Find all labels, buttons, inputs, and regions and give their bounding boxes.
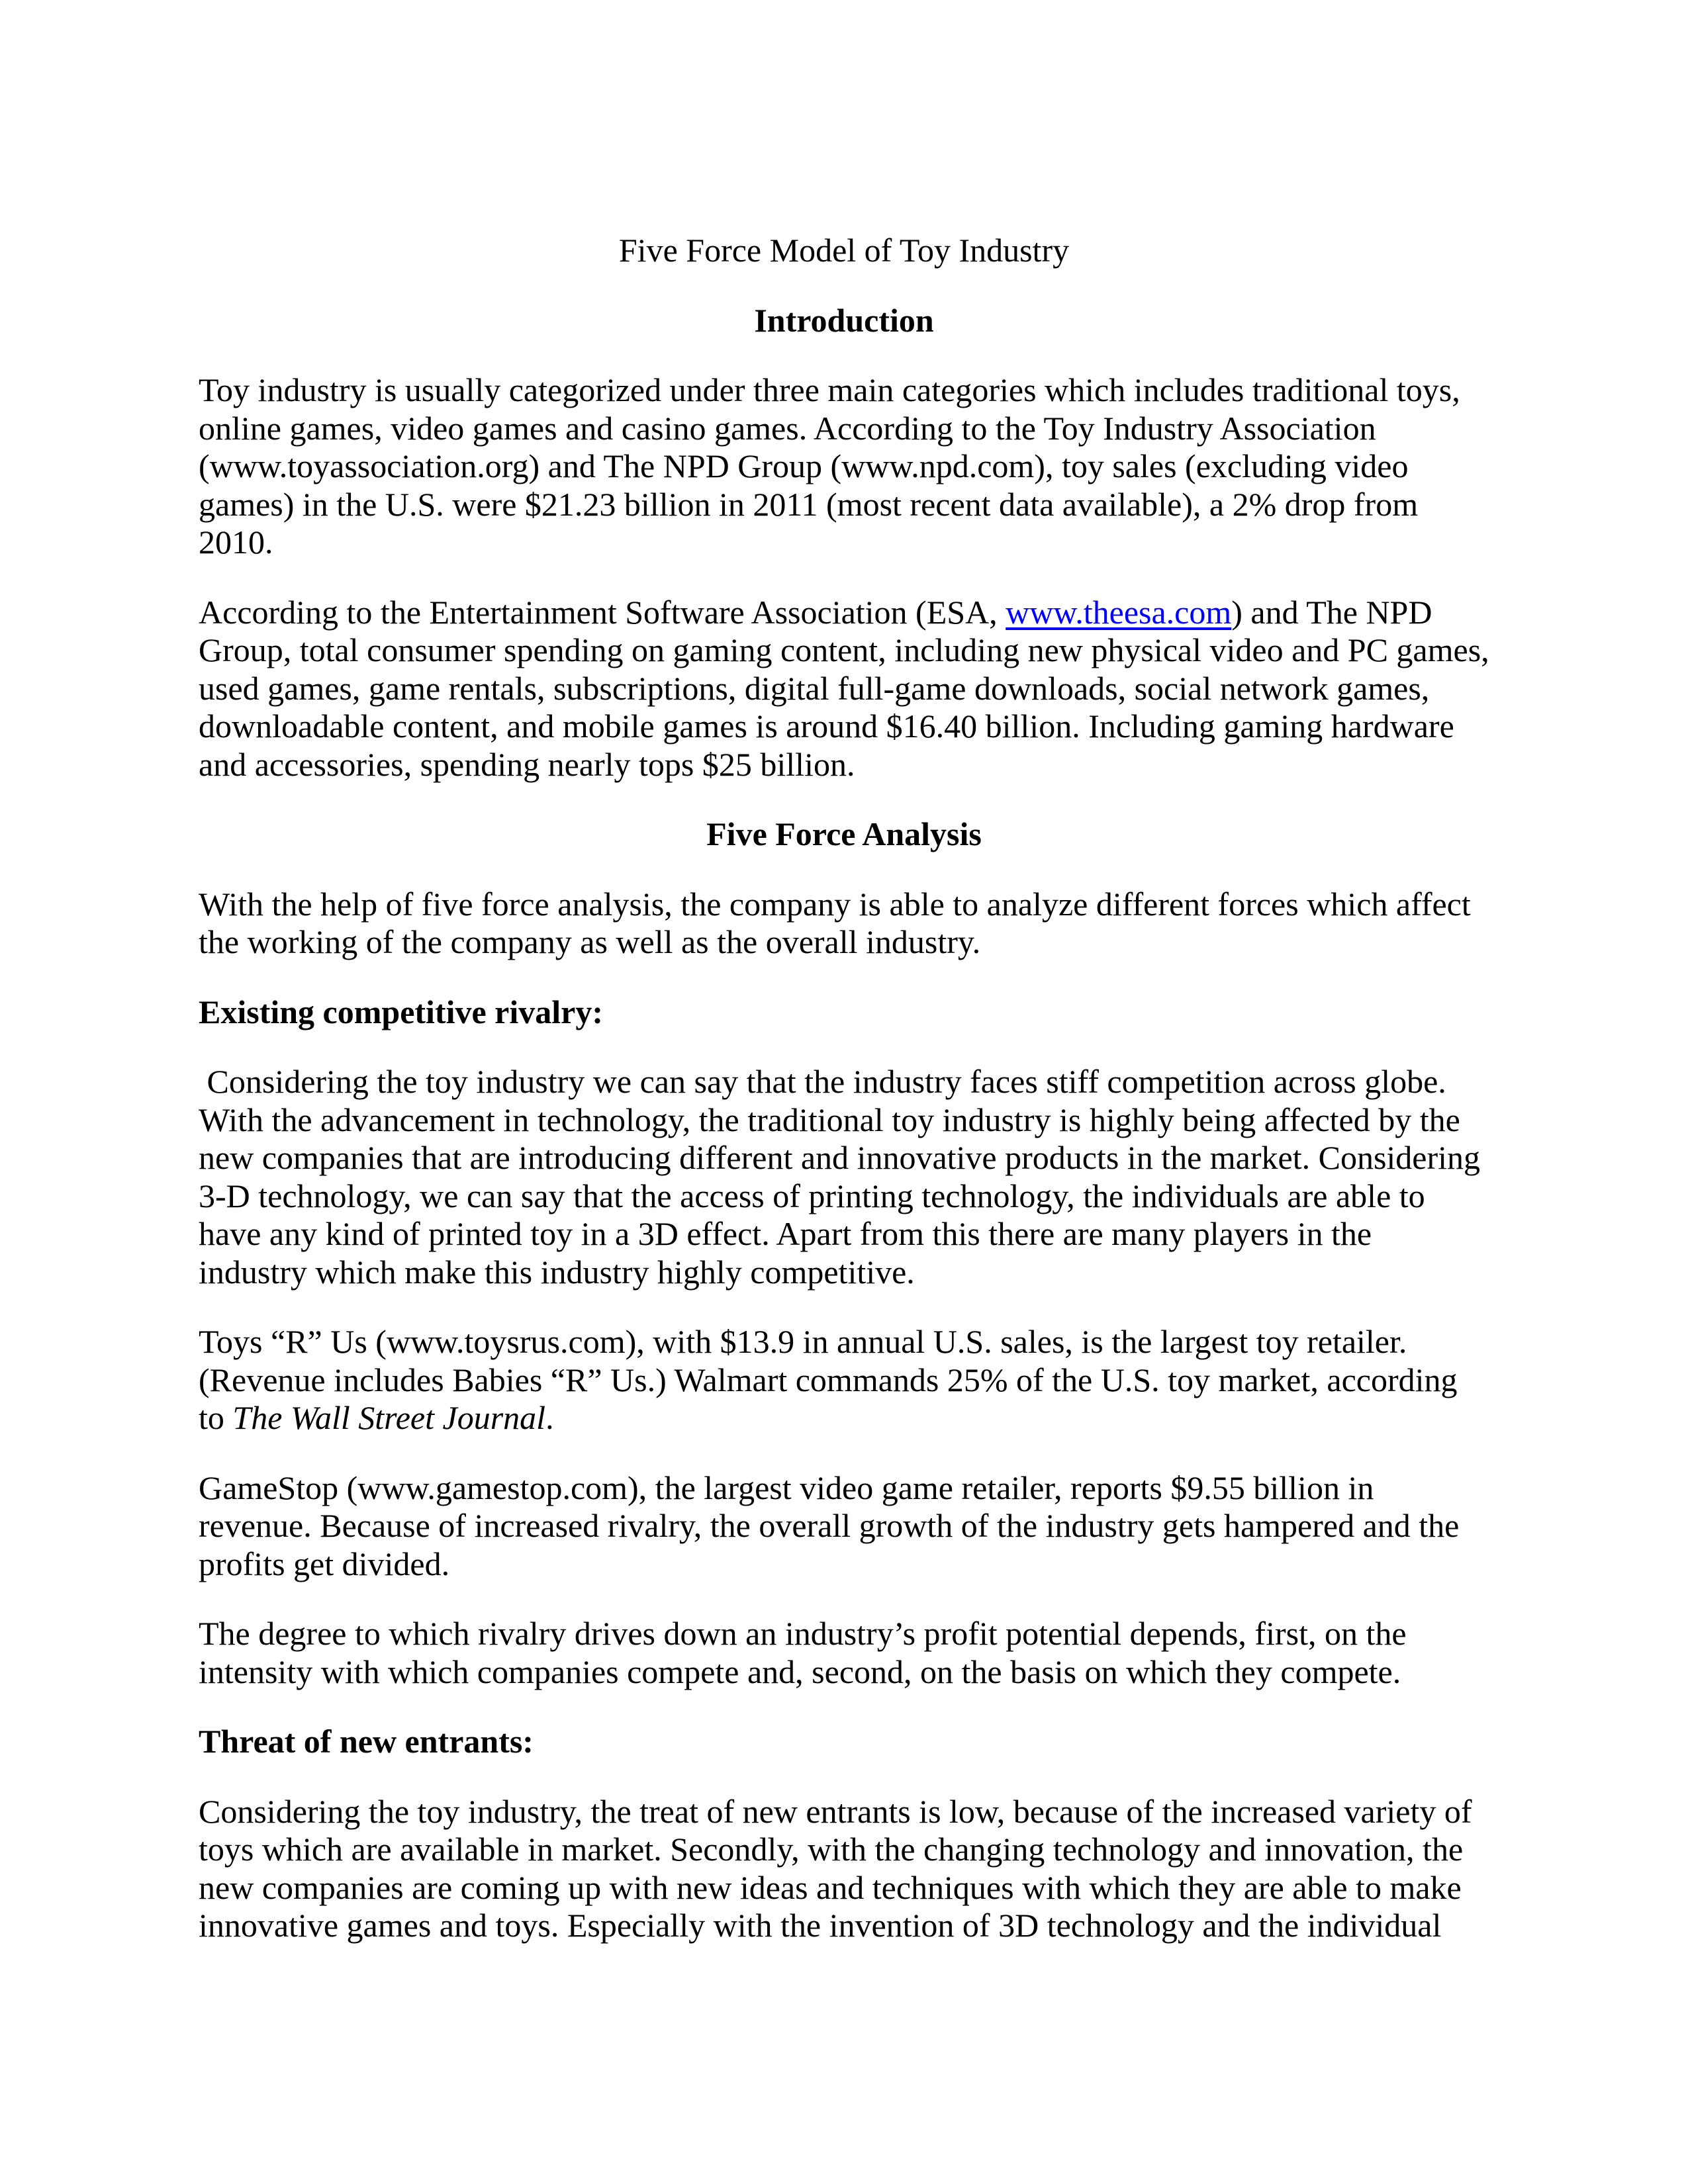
intro-paragraph-1	[199, 371, 1489, 562]
text-segment: ) and The NPD	[1231, 593, 1432, 631]
text-line: toys which are available in market. Secondly, with the changing technology and innovation, the	[199, 1831, 1464, 1868]
text-line: used games, game rentals, subscriptions, digital full-game downloads, social network games,	[199, 669, 1430, 707]
text-line: the working of the company as well as the overall industry.	[199, 923, 981, 960]
document-body	[199, 232, 1489, 1977]
document-title: Five Force Model of Toy Industry	[618, 232, 1070, 269]
text-line: 3-D technology, we can say that the access of printing technology, the individuals are able to	[199, 1177, 1425, 1214]
heading-introduction: Introduction	[754, 301, 934, 339]
text-line: Toy industry is usually categorized under three main categories which includes traditional toys,	[199, 371, 1460, 408]
text-segment: According to the Entertainment Software Association (ESA,	[199, 593, 1006, 631]
text-line: new companies are coming up with new ideas and techniques with which they are able to make	[199, 1868, 1462, 1906]
text-line: Toys “R” Us (www.toysrus.com), with $13.9 in annual U.S. sales, is the largest toy retailer.	[199, 1323, 1407, 1360]
text-line: With the advancement in technology, the traditional toy industry is highly being affected by the	[199, 1101, 1460, 1138]
text-line: Considering the toy industry, the treat of new entrants is low, because of the increased variety of	[199, 1792, 1472, 1830]
rivalry-paragraph-1	[199, 1063, 1489, 1291]
text-line: profits get divided.	[199, 1545, 450, 1582]
text-line: downloadable content, and mobile games is around $16.40 billion. Including gaming hardware	[199, 707, 1454, 745]
text-line: GameStop (www.gamestop.com), the largest video game retailer, reports $9.55 billion in	[199, 1469, 1374, 1506]
esa-link[interactable]: www.theesa.com	[1006, 593, 1232, 631]
rivalry-paragraph-4	[199, 1615, 1489, 1691]
text-line: The degree to which rivalry drives down an industry’s profit potential depends, first, on the	[199, 1615, 1407, 1652]
heading-competitive-rivalry: Existing competitive rivalry:	[199, 993, 603, 1030]
intro-paragraph-2	[199, 594, 1489, 784]
text-line: (www.toyassociation.org) and The NPD Group (www.npd.com), toy sales (excluding video	[199, 447, 1409, 484]
text-line: and accessories, spending nearly tops $25 billion.	[199, 745, 855, 783]
text-line	[199, 1399, 1489, 1437]
text-segment: to	[199, 1399, 233, 1436]
rivalry-paragraph-2	[199, 1323, 1489, 1437]
text-line: new companies that are introducing different and innovative products in the market. Considering	[199, 1139, 1481, 1176]
rivalry-paragraph-3	[199, 1469, 1489, 1584]
text-line: have any kind of printed toy in a 3D effect. Apart from this there are many players in the	[199, 1215, 1372, 1252]
heading-new-entrants: Threat of new entrants:	[199, 1723, 534, 1760]
entrants-paragraph-1	[199, 1793, 1489, 1945]
publication-title: The Wall Street Journal	[232, 1399, 546, 1436]
text-line: revenue. Because of increased rivalry, the overall growth of the industry gets hampered and the	[199, 1507, 1460, 1544]
text-line: innovative games and toys. Especially with the invention of 3D technology and the individual	[199, 1907, 1442, 1944]
text-segment: .	[545, 1399, 554, 1436]
analysis-paragraph-1	[199, 886, 1489, 962]
text-line: 2010.	[199, 523, 273, 561]
text-line: Group, total consumer spending on gaming content, including new physical video and PC games,	[199, 631, 1489, 668]
heading-five-force-analysis: Five Force Analysis	[706, 815, 982, 852]
text-line: online games, video games and casino games. According to the Toy Industry Association	[199, 409, 1376, 447]
text-line: (Revenue includes Babies “R” Us.) Walmart commands 25% of the U.S. toy market, according	[199, 1361, 1458, 1398]
text-line: industry which make this industry highly competitive.	[199, 1253, 915, 1291]
text-line: games) in the U.S. were $21.23 billion in 2011 (most recent data available), a 2% drop from	[199, 485, 1419, 523]
text-line: intensity with which companies compete and, second, on the basis on which they compete.	[199, 1653, 1401, 1690]
text-line	[199, 594, 1489, 632]
text-line: With the help of five force analysis, the company is able to analyze different forces which affect	[199, 885, 1471, 923]
text-line: Considering the toy industry we can say that the industry faces stiff competition across globe.	[199, 1063, 1446, 1100]
